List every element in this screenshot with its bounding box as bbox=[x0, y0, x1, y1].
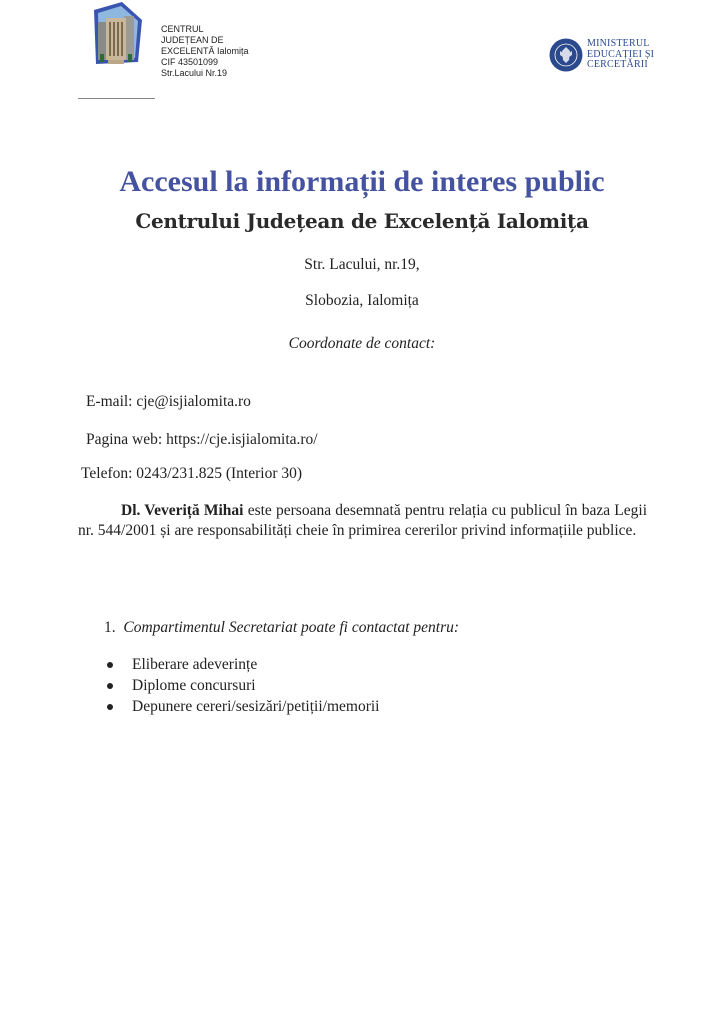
bullet-icon bbox=[107, 704, 113, 710]
ministry-logo bbox=[549, 38, 654, 72]
ministry-line: CERCETĂRII bbox=[587, 59, 648, 71]
ministry-line: MINISTERUL bbox=[587, 38, 650, 50]
ministry-seal-icon bbox=[549, 38, 583, 72]
responsible-person-name: Dl. Veveriță Mihai bbox=[121, 502, 244, 519]
bullet-text: Diplome concursuri bbox=[132, 676, 256, 694]
email-line[interactable]: E-mail: cje@isjialomita.ro bbox=[86, 393, 251, 410]
list-heading: Compartimentul Secretariat poate fi contactat pentru: bbox=[123, 619, 460, 636]
bullet-icon bbox=[107, 662, 113, 668]
paragraph-text: este persoana desemnată pentru relația cu publicul în baza Legii nr. 544/2001 și are responsabilități cheie în primirea cererilor privind informațiile publice. bbox=[78, 502, 648, 539]
list-number: 1. bbox=[104, 619, 116, 636]
org-info bbox=[161, 24, 249, 79]
document-subtitle: Centrului Județean de Excelență Ialomița bbox=[135, 209, 589, 233]
bullet-list bbox=[105, 654, 379, 717]
address-line-2: Slobozia, Ialomița bbox=[305, 292, 419, 309]
header-divider bbox=[78, 98, 155, 99]
ministry-line: EDUCAȚIEI ȘI bbox=[587, 48, 655, 60]
org-line: CIF 43501099 bbox=[161, 57, 219, 67]
bullet-item bbox=[105, 696, 379, 717]
bullet-item bbox=[105, 675, 379, 696]
phone-line: Telefon: 0243/231.825 (Interior 30) bbox=[81, 465, 303, 482]
org-line: JUDEȚEAN DE bbox=[161, 35, 224, 45]
contact-heading: Coordonate de contact: bbox=[288, 335, 436, 352]
bullet-item bbox=[105, 654, 379, 675]
org-line: Str.Lacului Nr.19 bbox=[161, 68, 228, 78]
address-line-1: Str. Lacului, nr.19, bbox=[304, 256, 420, 273]
numbered-list-item bbox=[104, 619, 459, 637]
bullet-text: Depunere cereri/sesizări/petiții/memorii bbox=[132, 697, 380, 715]
document-title: Accesul la informații de interes public bbox=[119, 165, 605, 198]
org-line: CENTRUL bbox=[161, 24, 204, 34]
cje-logo bbox=[88, 2, 146, 66]
org-line: EXCELENTĂ Ialomița bbox=[161, 46, 249, 56]
website-line[interactable]: Pagina web: https://cje.isjialomita.ro/ bbox=[86, 431, 318, 448]
bullet-text: Eliberare adeverințe bbox=[132, 655, 258, 673]
responsible-person-paragraph bbox=[78, 501, 647, 541]
bullet-icon bbox=[107, 683, 113, 689]
